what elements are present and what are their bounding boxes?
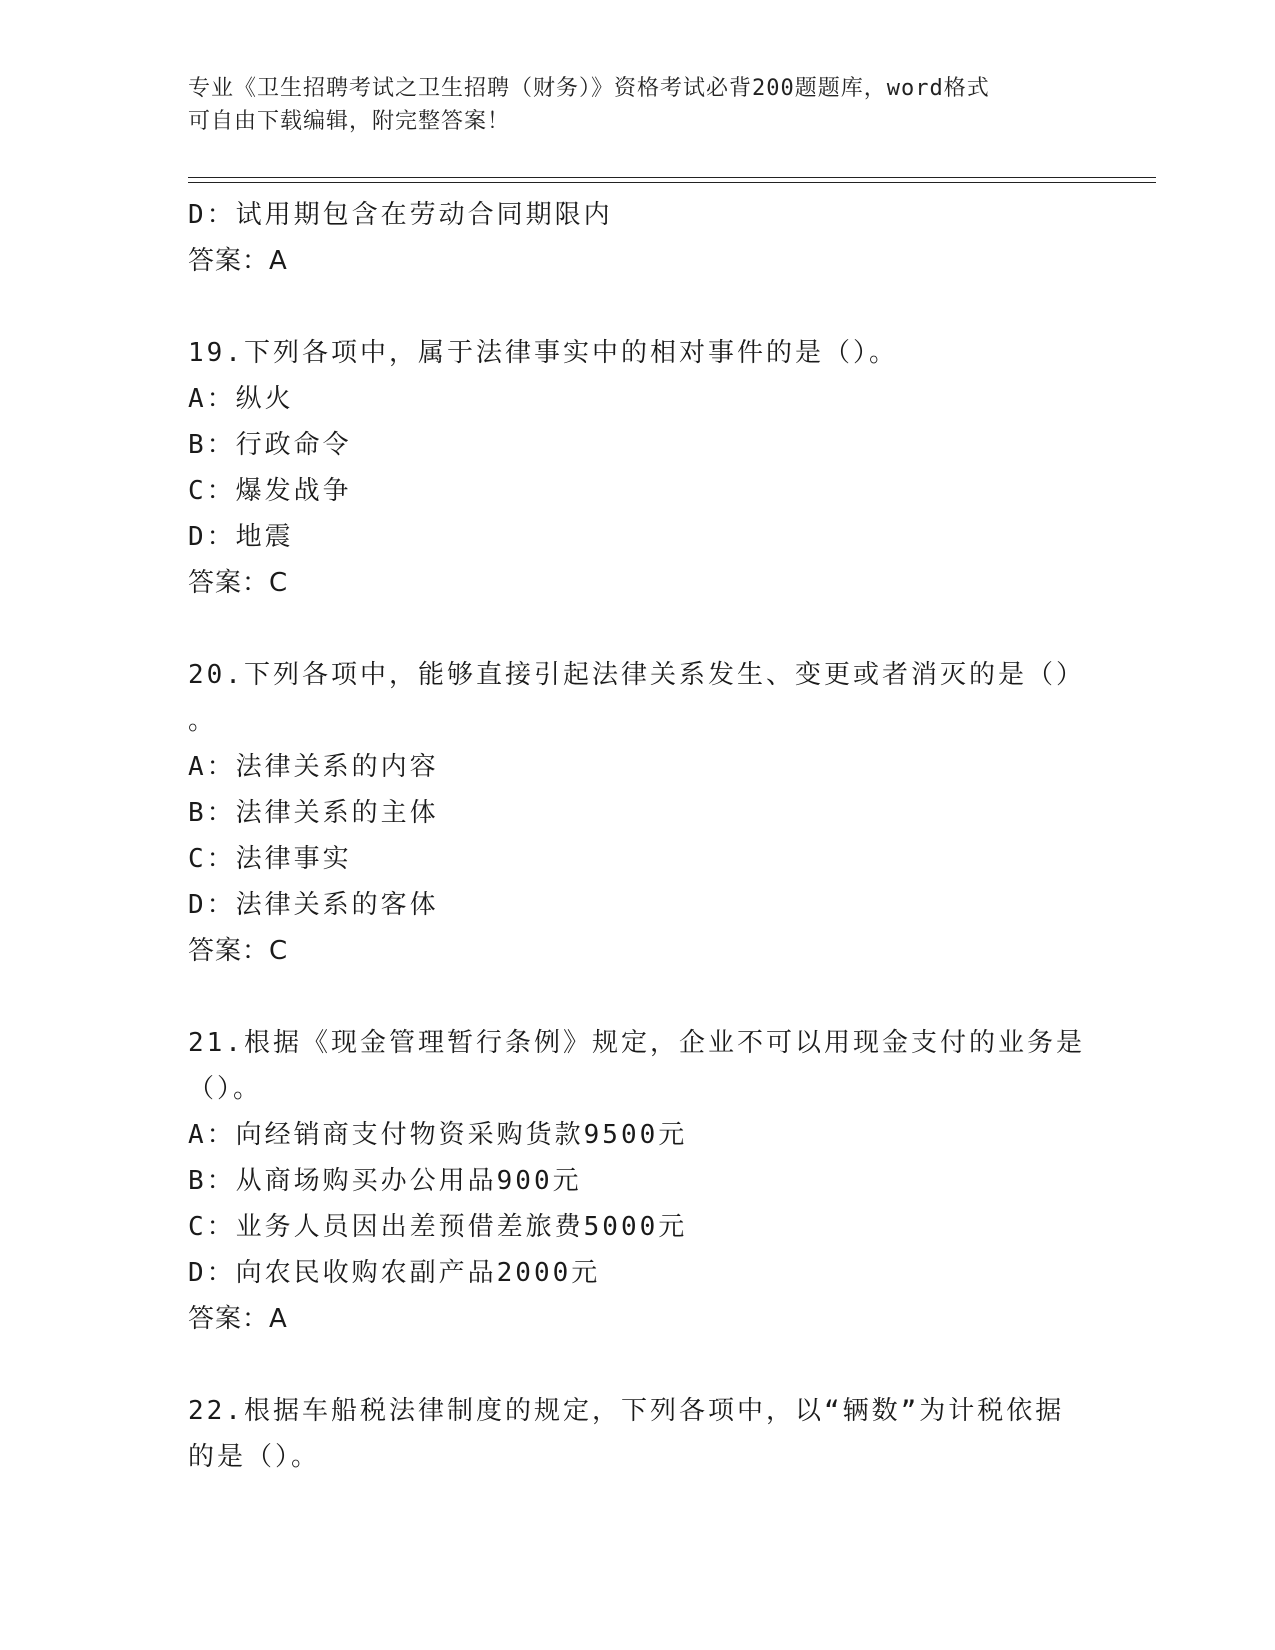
answer-line: 答案：C [188, 936, 289, 966]
question-stem: 22.根据车船税法律制度的规定，下列各项中，以“辆数”为计税依据 [188, 1396, 1065, 1426]
question-stem: 21.根据《现金管理暂行条例》规定，企业不可以用现金支付的业务是 [188, 1028, 1085, 1058]
spacer [188, 284, 1088, 330]
question-stem-continued: 的是（）。 [188, 1442, 321, 1472]
option-c: C：爆发战争 [188, 476, 352, 506]
document-header [188, 72, 1088, 138]
spacer [188, 606, 1088, 652]
question-stem-continued: （）。 [188, 1074, 263, 1104]
answer-line: 答案：C [188, 568, 289, 598]
option-d: D：法律关系的客体 [188, 890, 439, 920]
question-20 [188, 652, 1088, 974]
question-19 [188, 330, 1088, 606]
option-d: D：试用期包含在劳动合同期限内 [188, 200, 613, 230]
question-stem: 19.下列各项中，属于法律事实中的相对事件的是（）。 [188, 338, 898, 368]
question-22 [188, 1388, 1088, 1480]
option-a: A：纵火 [188, 384, 294, 414]
answer-line: 答案：A [188, 1304, 288, 1334]
header-divider-top [188, 177, 1156, 178]
option-b: B：从商场购买办公用品900元 [188, 1166, 582, 1196]
option-d: D：向农民收购农副产品2000元 [188, 1258, 601, 1288]
option-a: A：向经销商支付物资采购货款9500元 [188, 1120, 688, 1150]
spacer [188, 1342, 1088, 1388]
question-stem: 20.下列各项中，能够直接引起法律关系发生、变更或者消灭的是（） [188, 660, 1085, 690]
option-c: C：业务人员因出差预借差旅费5000元 [188, 1212, 688, 1242]
header-divider-bottom [188, 182, 1156, 183]
spacer [188, 974, 1088, 1020]
option-c: C：法律事实 [188, 844, 352, 874]
option-b: B：法律关系的主体 [188, 798, 439, 828]
answer-line: 答案：A [188, 246, 288, 276]
question-stem-continued: 。 [188, 706, 218, 736]
question-content [188, 192, 1088, 1480]
option-a: A：法律关系的内容 [188, 752, 439, 782]
header-line-1: 专业《卫生招聘考试之卫生招聘（财务）》资格考试必背200题题库，word格式 [188, 76, 990, 101]
option-d: D：地震 [188, 522, 294, 552]
question-21 [188, 1020, 1088, 1342]
question-18-tail [188, 192, 1088, 284]
option-b: B：行政命令 [188, 430, 352, 460]
header-line-2: 可自由下载编辑，附完整答案！ [188, 109, 511, 134]
